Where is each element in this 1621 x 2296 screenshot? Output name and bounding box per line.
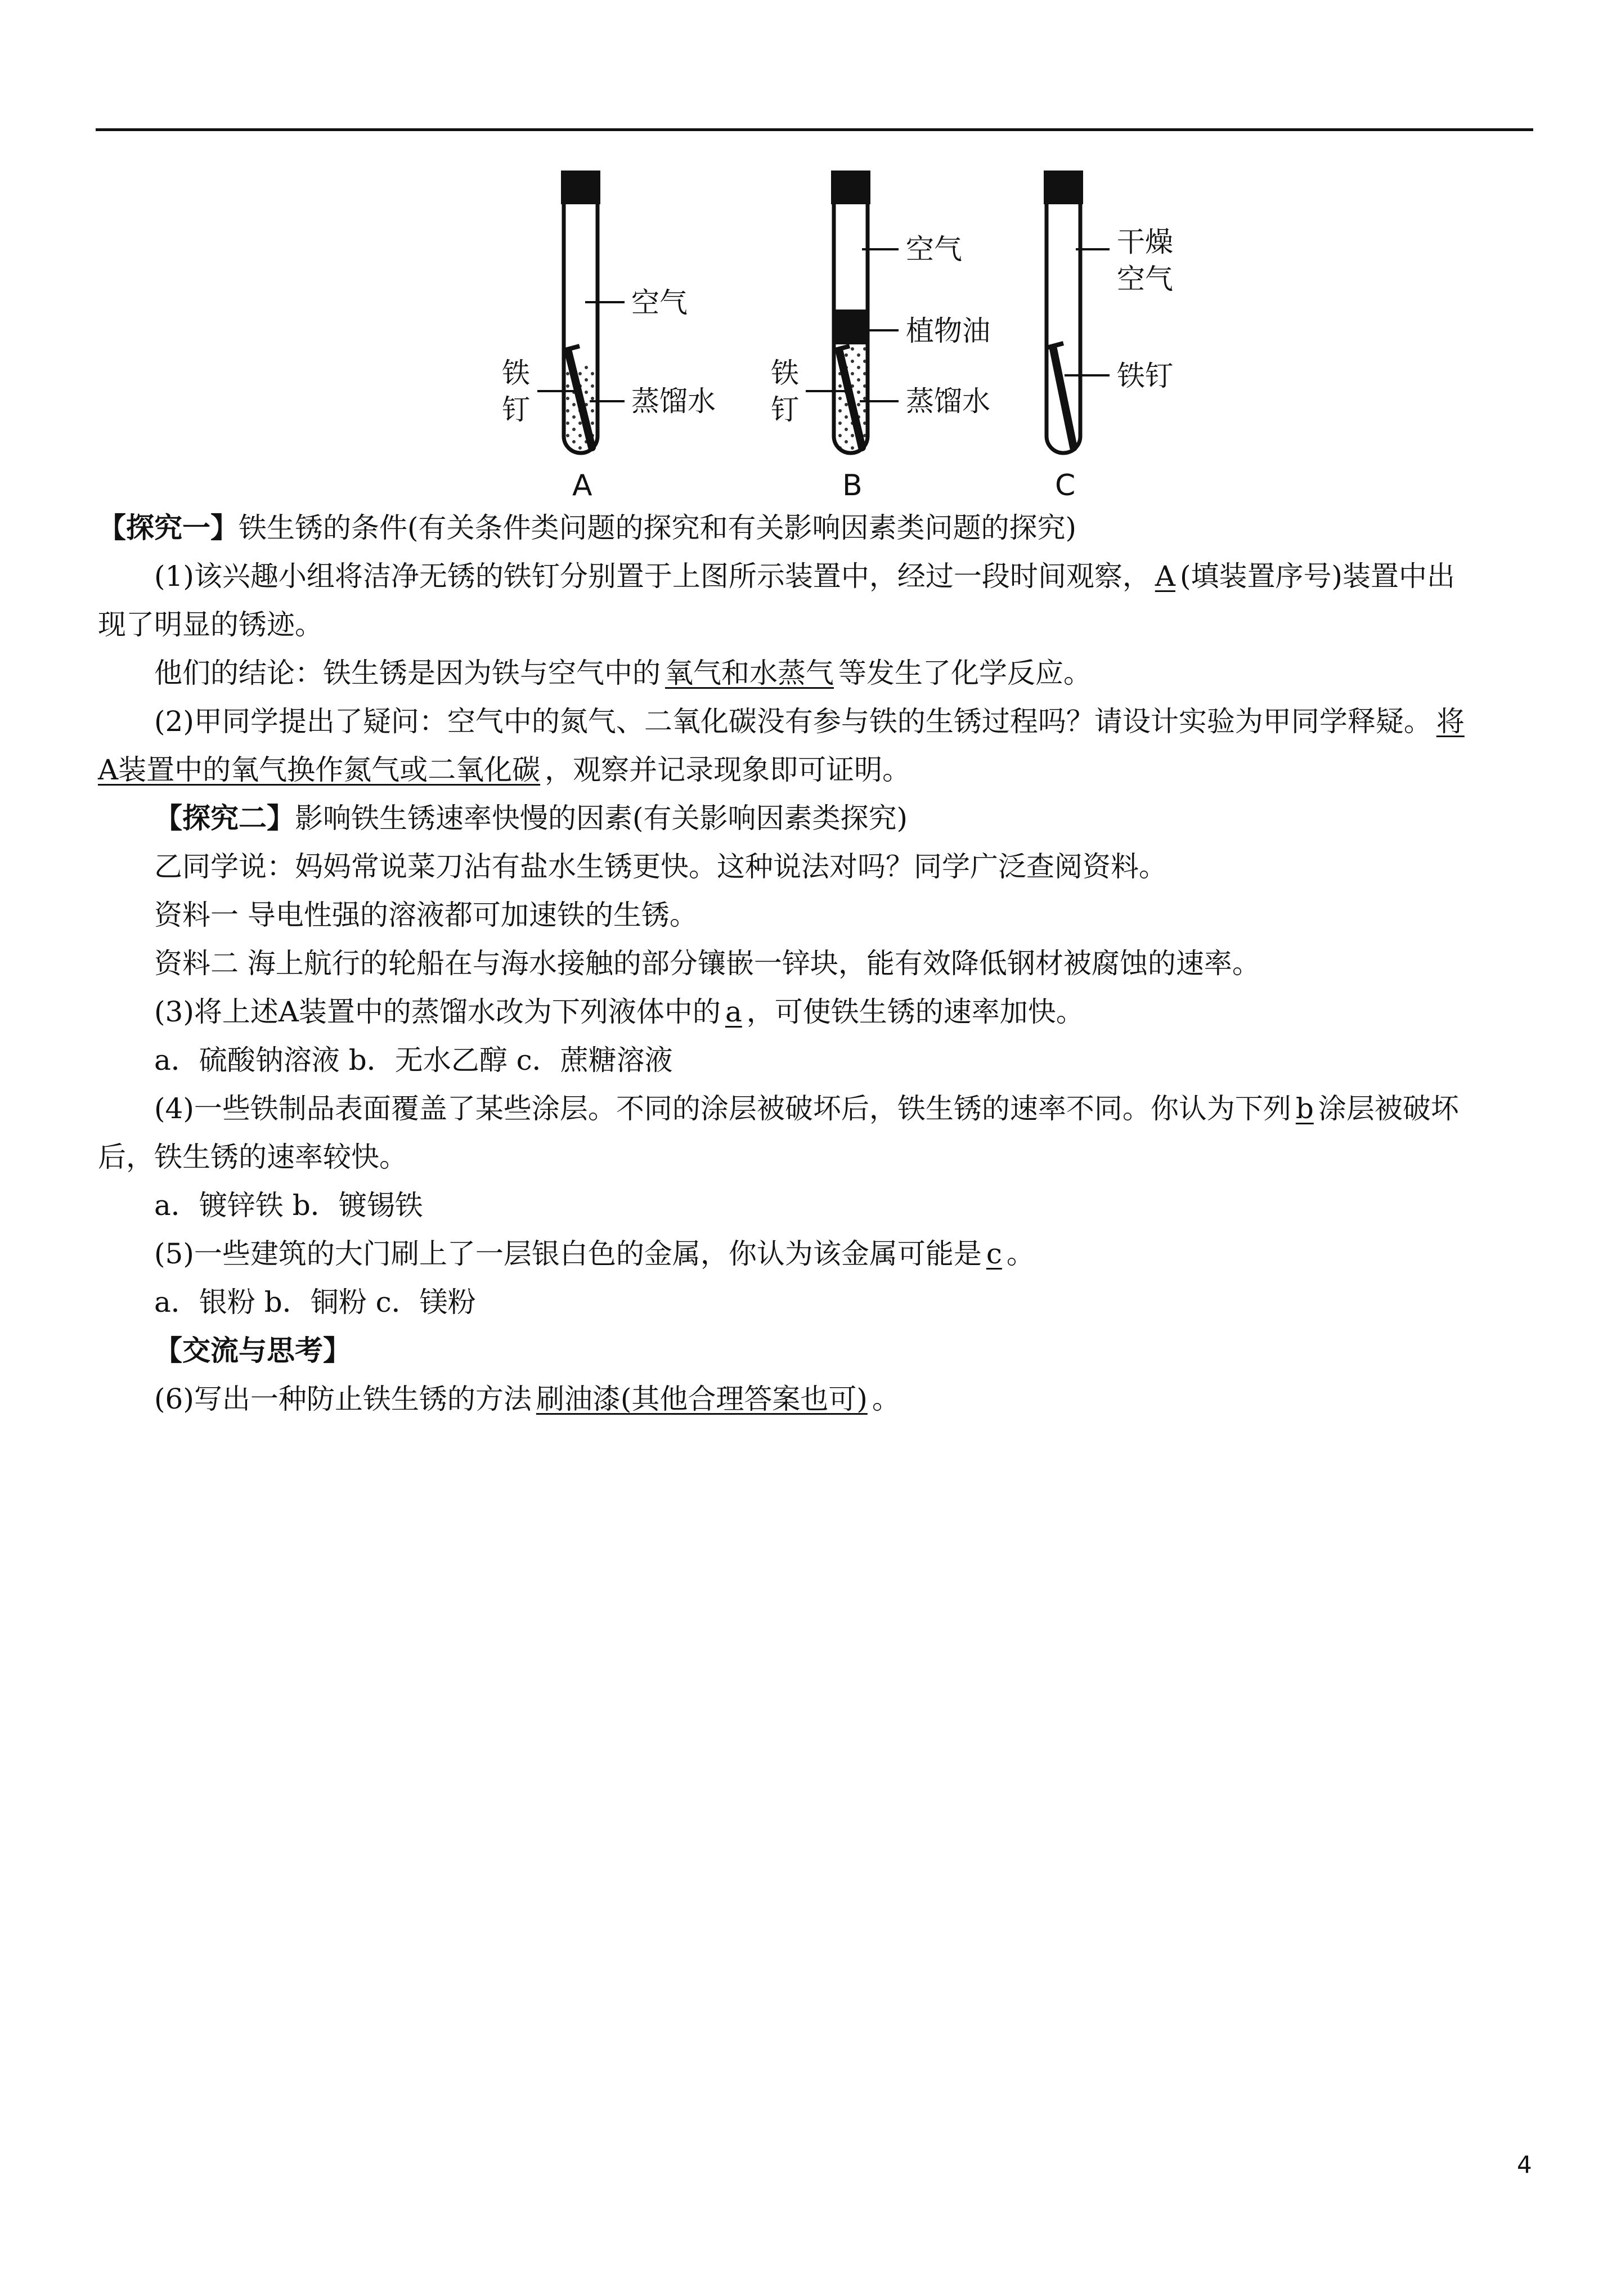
- tube-c-stopper: [1044, 171, 1083, 204]
- question-6: (6)写出一种防止铁生锈的方法 刷油漆(其他合理答案也可) 。: [154, 1383, 900, 1415]
- question-4-cont: 后，铁生锈的速率较快。: [98, 1141, 407, 1173]
- tube-c-air-label-1: 干燥: [1117, 226, 1173, 258]
- question-1-cont: 现了明显的锈迹。: [98, 608, 323, 641]
- question-1: (1)该兴趣小组将洁净无锈的铁钉分别置于上图所示装置中，经过一段时间观察， A (填装置序号)装置中出: [154, 560, 1455, 593]
- answer-2-part-1: 将: [1436, 705, 1465, 738]
- tube-c: [1044, 171, 1173, 503]
- tube-a-water-label: 蒸馏水: [631, 385, 716, 418]
- page-number: 4: [1517, 2151, 1532, 2178]
- test-tube-figure: [484, 166, 1215, 504]
- tube-b-oil: [836, 310, 866, 344]
- tube-c-nail: [1053, 349, 1074, 447]
- material-1: 资料一 导电性强的溶液都可加速铁的生锈。: [154, 899, 698, 931]
- tube-a-nail-label-2: 钉: [502, 393, 530, 426]
- question-4: (4)一些铁制品表面覆盖了某些涂层。不同的涂层被破坏后，铁生锈的速率不同。你认为下列 b 涂层被破坏: [154, 1092, 1459, 1125]
- tube-b-air-label: 空气: [906, 233, 962, 266]
- question-5-options: a．银粉 b．铜粉 c．镁粉: [154, 1286, 476, 1319]
- question-2-cont: A装置中的氧气换作氮气或二氧化碳 ，观察并记录现象即可证明。: [98, 754, 911, 786]
- answer-4: b: [1295, 1092, 1314, 1125]
- conclusion-1: 他们的结论：铁生锈是因为铁与空气中的 氧气和水蒸气 等发生了化学反应。: [154, 657, 1092, 689]
- tube-b-nail-label-1: 铁: [771, 357, 799, 389]
- tube-a-air-label: 空气: [631, 286, 688, 319]
- tube-a-caption: A: [572, 469, 592, 503]
- tube-a: [502, 171, 716, 503]
- tube-a-nail-label-1: 铁: [502, 357, 530, 389]
- tube-b: [771, 171, 990, 503]
- tube-c-nail-label: 铁钉: [1117, 360, 1173, 392]
- answer-conclusion: 氧气和水蒸气: [665, 657, 834, 689]
- answer-6: 刷油漆(其他合理答案也可): [536, 1383, 868, 1415]
- paragraph-1: 乙同学说：妈妈常说菜刀沾有盐水生锈更快。这种说法对吗？同学广泛查阅资料。: [154, 850, 1167, 883]
- material-2: 资料二 海上航行的轮船在与海水接触的部分镶嵌一锌块，能有效降低钢材被腐蚀的速率。: [154, 947, 1260, 980]
- tube-c-air-label-2: 空气: [1117, 263, 1173, 295]
- answer-1: A: [1155, 560, 1175, 593]
- tube-c-caption: C: [1055, 469, 1076, 503]
- section-2-heading: 【探究二】影响铁生锈速率快慢的因素(有关影响因素类探究): [154, 801, 908, 835]
- tube-b-oil-label: 植物油: [906, 315, 990, 347]
- header-rule: [96, 128, 1533, 131]
- tube-b-water-label: 蒸馏水: [906, 385, 990, 418]
- answer-5: c: [986, 1237, 1002, 1270]
- section-1-heading: 【探究一】铁生锈的条件(有关条件类问题的探究和有关影响因素类问题的探究): [98, 511, 1077, 544]
- answer-2-part-2: A装置中的氧气换作氮气或二氧化碳: [98, 754, 541, 786]
- question-3: (3)将上述A装置中的蒸馏水改为下列液体中的 a ，可使铁生锈的速率加快。: [154, 995, 1084, 1028]
- question-2: (2)甲同学提出了疑问：空气中的氮气、二氧化碳没有参与铁的生锈过程吗？请设计实验为甲同学释疑。 将: [154, 697, 1469, 746]
- section-3-heading: 【交流与思考】: [154, 1334, 351, 1367]
- tube-a-stopper: [561, 171, 600, 204]
- answer-3: a: [725, 995, 742, 1028]
- tube-b-nail-label-2: 钉: [771, 393, 799, 426]
- question-4-options: a．镀锌铁 b．镀锡铁: [154, 1189, 423, 1222]
- tube-b-stopper: [831, 171, 870, 204]
- tube-b-caption: B: [842, 469, 863, 503]
- question-3-options: a．硫酸钠溶液 b．无水乙醇 c．蔗糖溶液: [154, 1044, 673, 1077]
- question-5: (5)一些建筑的大门刷上了一层银白色的金属，你认为该金属可能是 c 。: [154, 1237, 1035, 1270]
